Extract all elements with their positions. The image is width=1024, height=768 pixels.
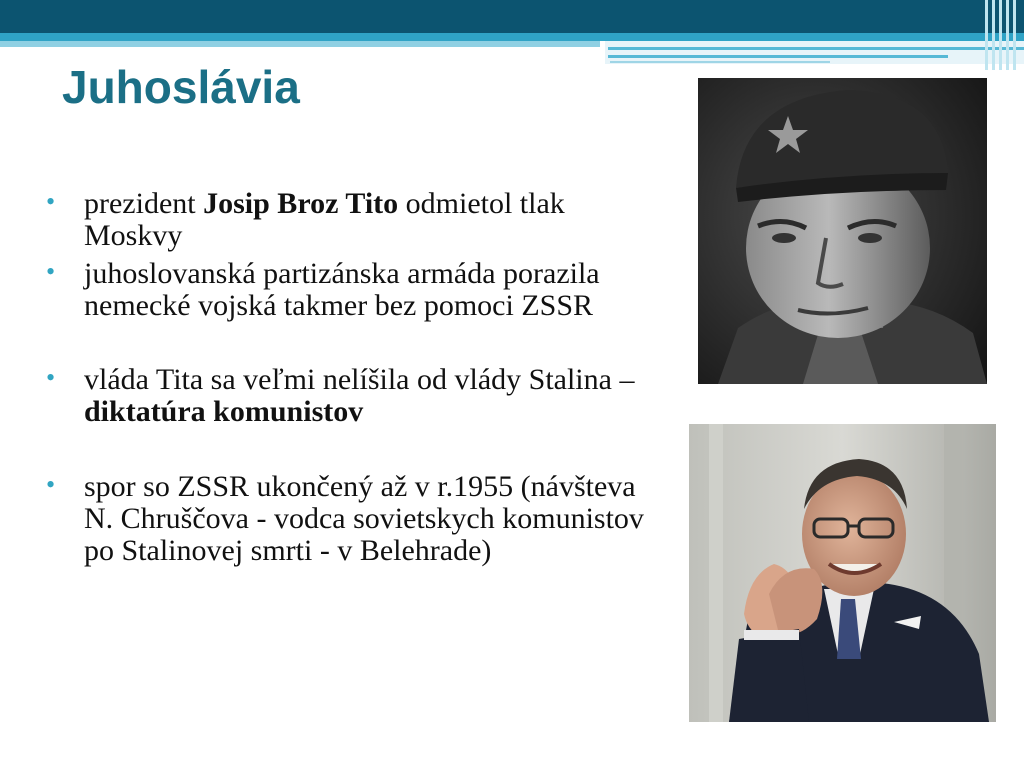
bullet-item (40, 364, 655, 428)
bullet-item (40, 258, 655, 322)
portrait-photo-clapping (689, 424, 996, 722)
bullet-text-segment: prezident (84, 187, 204, 220)
bullet-dot-icon: • (46, 469, 56, 499)
bullet-list (40, 188, 655, 567)
bullet-dot-icon: • (46, 363, 56, 393)
bullet-dot-icon: • (46, 257, 56, 287)
bullet-text (84, 470, 644, 567)
bullet-text-segment: spor so ZSSR ukončený až v r.1955 (návšteva N. Chruščova - vodca sovietskych komunistov po Stalinovej smrti - v Belehrade) (84, 469, 644, 567)
bullet-text (84, 363, 634, 428)
slide-title: Juhoslávia (62, 61, 300, 113)
bullet-text-segment: odmietol tlak Moskvy (84, 187, 565, 253)
bullet-item (40, 471, 655, 567)
bullet-text-bold: diktatúra komunistov (84, 395, 364, 429)
bullet-item (40, 188, 655, 252)
bullet-dot-icon: • (46, 187, 56, 216)
bullet-text-bold: Josip Broz Tito (203, 187, 399, 220)
header-band (0, 0, 1024, 70)
bullet-text-segment: vláda Tita sa veľmi nelíšila od vlády Stalina – (84, 363, 635, 397)
bullet-text (84, 257, 600, 322)
bullet-text (84, 187, 565, 252)
portrait-photo-cap (698, 78, 987, 384)
bullet-text-segment: juhoslovanská partizánska armáda porazila nemecké vojská takmer bez pomoci ZSSR (84, 257, 600, 323)
